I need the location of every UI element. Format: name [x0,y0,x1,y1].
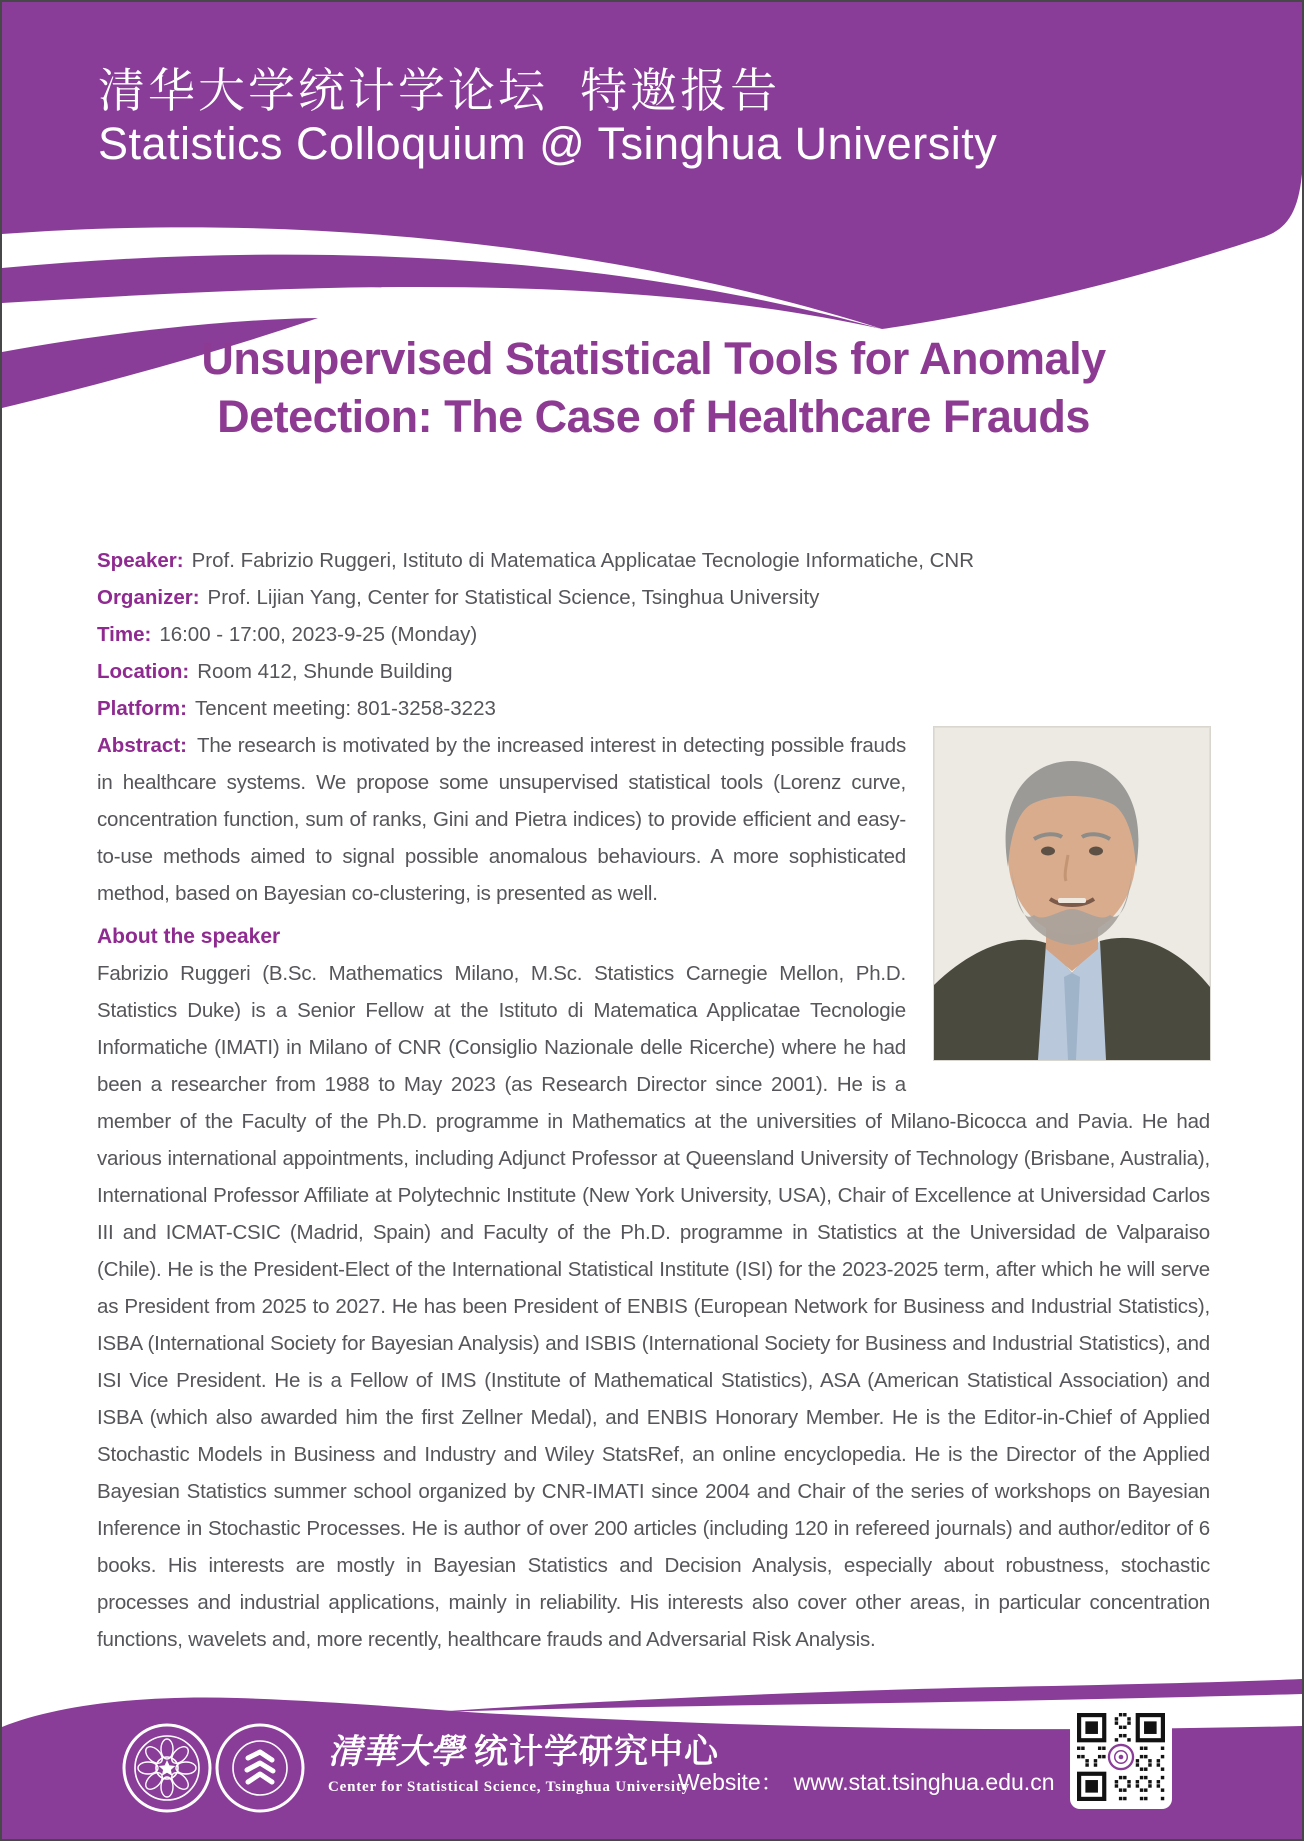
footer-brand-en: Center for Statistical Science, Tsinghua University [328,1779,690,1795]
tsinghua-university-seal [121,1722,213,1814]
detail-row-platform [97,690,1210,727]
footer-brand-zh-script: 清華大學 [328,1734,464,1771]
talk-title-line2: Detection: The Case of Healthcare Frauds [217,391,1090,442]
platform-value: Tencent meeting: 801-3258-3223 [194,697,496,720]
time-label: Time: [97,623,152,646]
about-speaker-heading: About the speaker [97,925,281,948]
footer-brand-zh [328,1733,719,1772]
abstract-text: The research is motivated by the increased interest in detecting possible frauds in healthcare systems. We propose some unsupervised statistical tools (Lorenz curve, concentration function, sum of ranks, Gini and Pietra indices) to provide efficient and easy-to-use methods aimed to signal possible anomalous behaviours. A more sophisticated method, based on Bayesian co-clustering, is presented as well. [97,734,906,905]
header-title-en: Statistics Colloquium @ Tsinghua University [98,118,998,169]
organizer-value: Prof. Lijian Yang, Center for Statistical Science, Tsinghua University [207,586,820,609]
header-title-zh: 清华大学统计学论坛 特邀报告 [98,64,781,117]
talk-title-line1: Unsupervised Statistical Tools for Anomaly [201,333,1106,384]
organizer-label: Organizer: [97,586,200,609]
footer-swoosh-sliver [434,1679,1302,1712]
abstract-label: Abstract: [97,734,187,757]
talk-details [97,542,1210,727]
location-label: Location: [97,660,190,683]
location-value: Room 412, Shunde Building [197,660,453,683]
qr-code [1070,1705,1172,1809]
main-content [97,330,1210,1658]
speaker-bio: Fabrizio Ruggeri (B.Sc. Mathematics Milano, M.Sc. Statistics Carnegie Mellon, Ph.D. Statistics Duke) is a Senior Fellow at the Istituto di Matematica Applicatae Tecnologie Informatiche (IMATI) in Milano of CNR (Consiglio Nazionale delle Ricerche) where he had been a researcher from 1988 to May 2023 (as Research Director since 2001). He is a member of the Faculty of the Ph.D. programme in Mathematics at the universities of Milano-Bicocca and Pavia. He had various international appointments, including Adjunct Professor at Queensland University of Technology (Brisbane, Australia), International Professor Affiliate at Polytechnic Institute (New York University, USA), Chair of Excellence at Universidad Carlos III and ICMAT-CSIC (Madrid, Spain) and Faculty of the Ph.D. programme in Statistics at the Universidad de Valparaiso (Chile). He is the President-Elect of the International Statistical Institute (ISI) for the 2023-2025 term, after which he will serve as President from 2025 to 2027. He has been President of ENBIS (European Network for Business and Industrial Statistics), ISBA (International Society for Bayesian Analysis) and ISBIS (International Society for Business and Industrial Statistics), and ISI Vice President. He is a Fellow of IMS (Institute of Mathematical Statistics), ASA (American Statistical Association) and ISBA (which also awarded him the first Zellner Medal), and ENBIS Honorary Member. He is the Editor-in-Chief of Applied Stochastic Models in Business and Industry and Wiley StatsRef, an online encyclopedia. He is the Director of the Applied Bayesian Statistics summer school organized by CNR-IMATI since 2004 and Chair of the series of workshops on Bayesian Inference in Stochastic Processes. He is author of over 200 articles (including 120 in refereed journals) and author/editor of 6 books. His interests are mostly in Bayesian Statistics and Decision Analysis, especially about robustness, stochastic processes and industrial applications, mainly in reliability. His interests also cover other areas, in particular concentration functions, wavelets and, more recently, healthcare frauds and Adversarial Risk Analysis. [97,962,1210,1651]
platform-label: Platform: [97,697,187,720]
talk-title [97,330,1210,446]
footer-brand-zh-rest: 统计学研究中心 [474,1733,719,1771]
speaker-photo [934,727,1210,1060]
detail-row-speaker [97,542,1210,579]
time-value: 16:00 - 17:00, 2023-9-25 (Monday) [159,623,478,646]
website-url[interactable]: www.stat.tsinghua.edu.cn [793,1769,1055,1795]
speaker-value: Prof. Fabrizio Ruggeri, Istituto di Matematica Applicatae Tecnologie Informatiche, CNR [191,549,975,572]
website-label: Website： [678,1769,784,1795]
footer-website [678,1764,1055,1797]
speaker-label: Speaker: [97,549,184,572]
center-statistical-science-seal [214,1722,306,1814]
detail-row-time [97,616,1210,653]
footer-brand [328,1733,719,1796]
detail-row-location [97,653,1210,690]
detail-row-organizer [97,579,1210,616]
